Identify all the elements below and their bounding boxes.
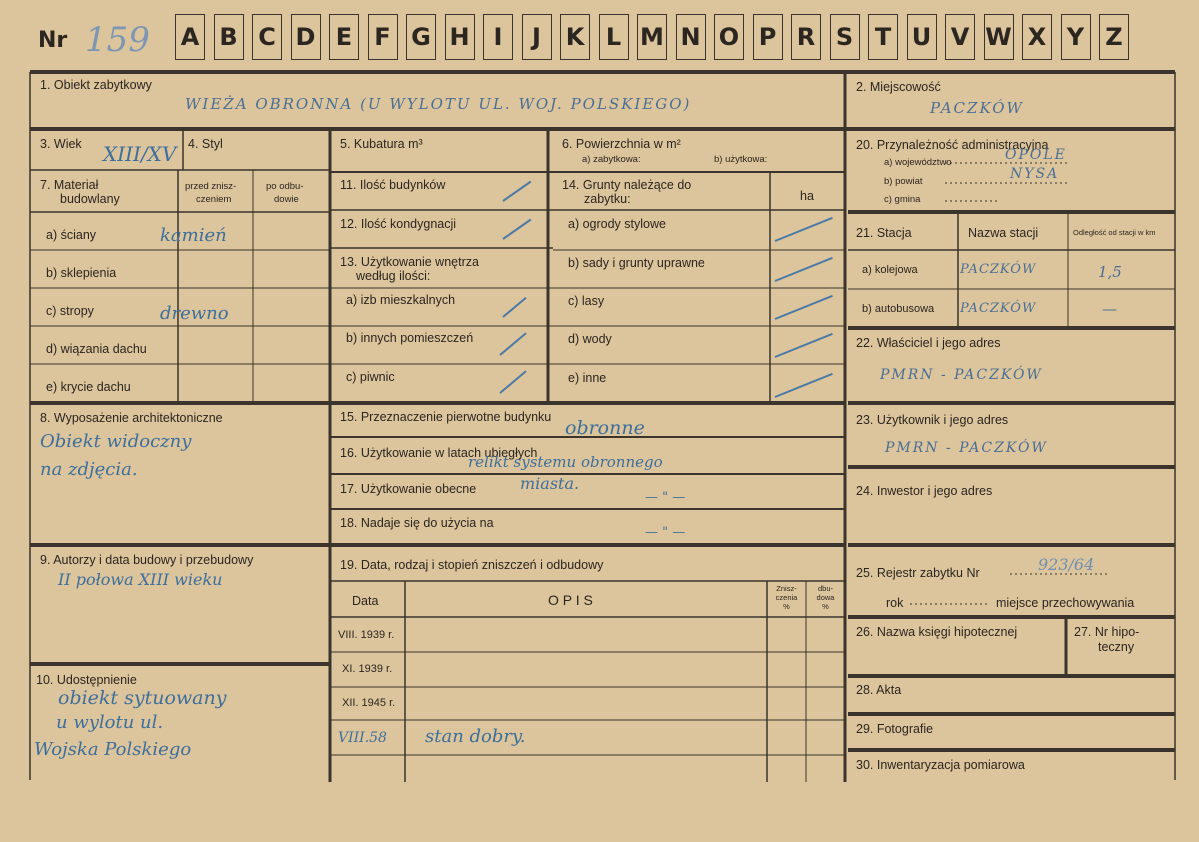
letter-box-g: G <box>406 14 436 60</box>
uzytkowanie-lata-value: relikt systemu obronnego <box>468 453 663 471</box>
material-label-1: 7. Materiał <box>40 178 99 192</box>
zniszczenia-date: VIII. 1939 r. <box>338 629 395 641</box>
nr-value: 159 <box>85 20 150 60</box>
uzytkowanie-obecne-value: miasta. <box>520 474 580 493</box>
nr-label: Nr <box>38 28 68 53</box>
wojewodztwo-value: OPOLE <box>1005 147 1067 163</box>
uzytkownik-value: PMRN - PACZKÓW <box>885 440 1048 456</box>
letter-box-v: V <box>945 14 975 60</box>
letter-box-o: O <box>714 14 744 60</box>
col-znisz-3: % <box>783 602 790 611</box>
zniszczenia-date: XII. 1945 r. <box>342 697 396 709</box>
wiek-value: XIII/XV <box>103 142 177 166</box>
letter-box-e: E <box>329 14 359 60</box>
zniszczenia-col-znisz <box>767 584 806 611</box>
grunty-unit: ha <box>800 189 814 203</box>
material-col-after-2: dowie <box>274 194 299 205</box>
col-odbud-1: dbu- <box>817 584 833 593</box>
letter-box-z: Z <box>1099 14 1129 60</box>
przeznaczenie-value: obronne <box>565 417 645 439</box>
stacja-dist-col: Odległość od stacji w km <box>1073 228 1156 237</box>
material-row-label: a) ściany <box>46 228 97 242</box>
ilosc-kondygnacji-label: 12. Ilość kondygnacji <box>340 217 457 231</box>
zniszczenia-date: XI. 1939 r. <box>342 663 393 675</box>
material-row-label: b) sklepienia <box>46 266 117 280</box>
letter-box-f: F <box>368 14 398 60</box>
col-znisz-2: czenia <box>775 593 798 602</box>
powierzchnia-a: a) zabytkowa: <box>582 154 641 165</box>
grunty-label-2: zabytku: <box>584 192 631 206</box>
col-odbud-2: dowa <box>816 593 835 602</box>
udostepnienie-label: 10. Udostępnienie <box>36 673 137 687</box>
letter-box-j: J <box>522 14 552 60</box>
zniszczenia-col-data: Data <box>352 594 379 608</box>
material-col-before-2: czeniem <box>196 194 232 205</box>
autobusowa-label: b) autobusowa <box>862 303 935 315</box>
ksiega-label: 26. Nazwa księgi hipotecznej <box>856 625 1018 639</box>
letter-box-r: R <box>791 14 821 60</box>
zniszczenia-date-handwritten: VIII.58 <box>338 730 387 746</box>
autobusowa-dist: — <box>1102 300 1117 318</box>
uzytkowanie-obecne-label: 17. Użytkowanie obecne <box>340 482 477 496</box>
gmina-label: c) gmina <box>884 194 921 205</box>
material-row-label: e) krycie dachu <box>46 380 131 394</box>
rejestr-label: 25. Rejestr zabytku Nr <box>856 566 980 580</box>
letter-box-i: I <box>483 14 513 60</box>
material-value-stropy: drewno <box>160 303 229 324</box>
letter-box-y: Y <box>1061 14 1091 60</box>
grunty-row-label: a) ogrody stylowe <box>568 217 666 231</box>
przeznaczenie-label: 15. Przeznaczenie pierwotne budynku <box>340 410 552 424</box>
letter-box-t: T <box>868 14 898 60</box>
wnetrze-row-label: a) izb mieszkalnych <box>346 293 456 307</box>
letter-box-p: P <box>753 14 783 60</box>
kolejowa-label: a) kolejowa <box>862 264 918 276</box>
letter-box-a: A <box>175 14 205 60</box>
zniszczenia-col-odbud <box>806 584 845 611</box>
uzytkownik-label: 23. Użytkownik i jego adres <box>856 413 1009 427</box>
col-znisz-1: Znisz- <box>776 584 797 593</box>
wnetrze-row-label: c) piwnic <box>346 370 395 384</box>
zniszczenia-label: 19. Data, rodzaj i stopień zniszczeń i odbudowy <box>340 558 604 572</box>
autorzy-value: II połowa XIII wieku <box>58 570 223 589</box>
letter-box-x: X <box>1022 14 1052 60</box>
letter-box-s: S <box>830 14 860 60</box>
autorzy-label: 9. Autorzy i data budowy i przebudowy <box>40 553 254 567</box>
letter-box-k: K <box>560 14 590 60</box>
nadaje-sie-ditto: — " — <box>645 525 686 540</box>
wojewodztwo-label: a) województwo <box>884 157 952 168</box>
udostepnienie-line-2: u wylotu ul. <box>56 712 164 733</box>
letter-box-l: L <box>599 14 629 60</box>
stacja-name-col: Nazwa stacji <box>968 226 1039 240</box>
stacja-label: 21. Stacja <box>856 226 912 240</box>
letter-box-n: N <box>676 14 706 60</box>
grunty-label-1: 14. Grunty należące do <box>562 178 692 192</box>
powierzchnia-b: b) użytkowa: <box>714 154 768 165</box>
grunty-row-label: e) inne <box>568 371 607 385</box>
miejscowosc-label: 2. Miejscowość <box>856 80 941 94</box>
grunty-row-label: d) wody <box>568 332 612 346</box>
nr-hipoteczny-label-2: teczny <box>1098 640 1135 654</box>
kolejowa-name: PACZKÓW <box>960 262 1037 277</box>
rejestr-miejsce-label: miejsce przechowywania <box>996 596 1135 610</box>
przynaleznosc-label: 20. Przynależność administracyjna <box>856 138 1049 152</box>
fotografie-label: 29. Fotografie <box>856 722 934 736</box>
miejscowosc-value: PACZKÓW <box>930 99 1024 117</box>
powiat-label: b) powiat <box>884 176 923 187</box>
zniszczenia-col-opis: O P I S <box>548 592 593 608</box>
letter-box-u: U <box>907 14 937 60</box>
wyposazenie-line-2: na zdjęcia. <box>40 459 138 480</box>
wlasciciel-value: PMRN - PACZKÓW <box>880 367 1043 383</box>
uzytkowanie-lata-label: 16. Użytkowanie w latach ubiegłych <box>340 446 538 460</box>
wlasciciel-label: 22. Właściciel i jego adres <box>856 336 1001 350</box>
material-row-label: d) wiązania dachu <box>46 342 147 356</box>
wyposazenie-label: 8. Wyposażenie architektoniczne <box>40 411 223 425</box>
letter-box-c: C <box>252 14 282 60</box>
autobusowa-name: PACZKÓW <box>960 301 1037 316</box>
letter-box-d: D <box>291 14 321 60</box>
material-row-label: c) stropy <box>46 304 94 318</box>
uzytkowanie-obecne-ditto: — " — <box>645 490 686 505</box>
kubatura-label: 5. Kubatura m³ <box>340 137 423 151</box>
ilosc-budynkow-label: 11. Ilość budynków <box>340 178 446 192</box>
grunty-row-label: b) sady i grunty uprawne <box>568 256 705 270</box>
obiekt-label: 1. Obiekt zabytkowy <box>40 78 152 92</box>
letter-box-h: H <box>445 14 475 60</box>
inwestor-label: 24. Inwestor i jego adres <box>856 484 993 498</box>
akta-label: 28. Akta <box>856 683 902 697</box>
udostepnienie-line-3: Wojska Polskiego <box>34 739 192 760</box>
rejestr-value: 923/64 <box>1038 555 1095 574</box>
inwentaryzacja-label: 30. Inwentaryzacja pomiarowa <box>856 758 1025 772</box>
udostepnienie-line-1: obiekt sytuowany <box>58 687 227 709</box>
nadaje-sie-label: 18. Nadaje się do użycia na <box>340 516 494 530</box>
material-label-2: budowlany <box>60 192 120 206</box>
wyposazenie-line-1: Obiekt widoczny <box>40 431 192 452</box>
material-value-sciany: kamień <box>160 225 227 246</box>
col-odbud-3: % <box>822 602 829 611</box>
material-col-before-1: przed znisz- <box>185 181 237 192</box>
letter-box-m: M <box>637 14 667 60</box>
grunty-row-label: c) lasy <box>568 294 605 308</box>
wnetrze-row-label: b) innych pomieszczeń <box>346 331 474 345</box>
obiekt-value: WIEŻA OBRONNA (U WYLOTU UL. WOJ. POLSKIEGO) <box>185 95 692 113</box>
letter-box-b: B <box>214 14 244 60</box>
letter-box-w: W <box>984 14 1014 60</box>
wiek-label: 3. Wiek <box>40 137 82 151</box>
material-col-after-1: po odbu- <box>266 181 304 192</box>
powiat-value: NYSA <box>1010 166 1060 182</box>
uzytkowanie-wnetrza-label-2: według ilości: <box>356 269 431 283</box>
powierzchnia-label: 6. Powierzchnia w m² <box>562 137 681 151</box>
zniszczenia-opis-handwritten: stan dobry. <box>425 726 526 747</box>
rejestr-rok-label: rok <box>886 596 904 610</box>
styl-label: 4. Styl <box>188 137 223 151</box>
nr-hipoteczny-label-1: 27. Nr hipo- <box>1074 625 1140 639</box>
uzytkowanie-wnetrza-label-1: 13. Użytkowanie wnętrza <box>340 255 479 269</box>
kolejowa-dist: 1,5 <box>1098 263 1122 281</box>
